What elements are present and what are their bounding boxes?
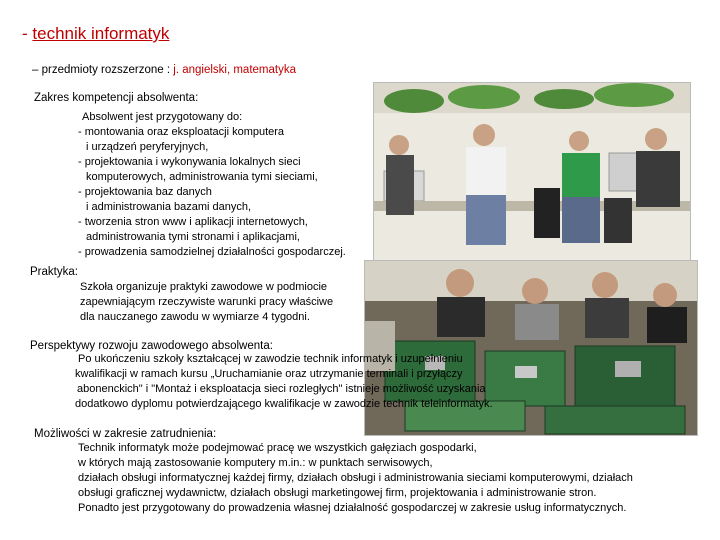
employment-line: działach obsługi informatycznej każdej firmy, działach obsługi i administrowania sieciami komputerowymi, działach [78,472,633,484]
practice-line: dla nauczanego zawodu w wymiarze 4 tygodni. [80,311,310,323]
competencies-line: i urządzeń peryferyjnych, [86,141,209,153]
employment-line: obsługi graficznej wydawnictw, działach obsługi marketingowej firm, projektowania i administrowanie stron. [78,487,597,499]
competencies-list [78,110,346,260]
practice-heading: Praktyka: [30,266,78,278]
competencies-line: administrowania tymi stronami i aplikacjami, [86,231,300,243]
competencies-line: - projektowania baz danych [78,186,212,198]
employment-line: Technik informatyk może podejmować pracę we wszystkich gałęziach gospodarki, [78,442,477,454]
classroom-photo [373,82,691,262]
page-title [22,24,169,44]
competencies-line: - prowadzenia samodzielnej działalności gospodarczej. [78,246,346,258]
subjects-label: – przedmioty rozszerzone : [32,64,171,76]
subjects-value: j. angielski, matematyka [173,64,296,76]
competencies-line: - tworzenia stron www i aplikacji internetowych, [78,216,308,228]
competencies-line: Absolwent jest przygotowany do: [82,111,243,123]
competencies-line: i administrowania bazami danych, [86,201,252,213]
employment-heading: Możliwości w zakresie zatrudnienia: [34,428,217,440]
prospects-line: Po ukończeniu szkoły kształcącej w zawodzie technik informatyk i uzupełnieniu [78,353,463,365]
employment-line: w których mają zastosowanie komputery m.in.: w punktach serwisowych, [78,457,433,469]
title-text: technik informatyk [32,24,170,43]
prospects-line: kwalifikacji w ramach kursu „Uruchamianie oraz utrzymanie terminali i przyłączy [75,368,463,380]
competencies-line: - projektowania i wykonywania lokalnych sieci [78,156,301,168]
practice-line: zapewniającym rzeczywiste warunki pracy właściwe [80,296,334,308]
practice-text [80,280,333,325]
prospects-text [75,352,535,412]
competencies-line: komputerowych, administrowania tymi sieciami, [86,171,318,183]
employment-line: Ponadto jest przygotowany do prowadzenia własnej działalność gospodarczej w zakresie usług informatycznych. [78,502,627,514]
prospects-line: abonenckich" i "Montaż i eksploatacja sieci rozległych" istnieje możliwość uzyskania [77,383,486,395]
subjects-line [32,64,296,76]
employment-text [78,441,714,516]
prospects-heading: Perspektywy rozwoju zawodowego absolwenta: [30,340,273,352]
prospects-line: dodatkowo dyplomu potwierdzającego kwalifikacje w zawodzie technik teleinformatyk. [75,398,493,410]
competencies-heading: Zakres kompetencji absolwenta: [34,92,199,104]
classroom-photo-image [374,83,690,261]
practice-line: Szkoła organizuje praktyki zawodowe w podmiocie [80,281,328,293]
competencies-line: - montowania oraz eksploatacji komputera [78,126,285,138]
title-dash: - [22,24,28,43]
